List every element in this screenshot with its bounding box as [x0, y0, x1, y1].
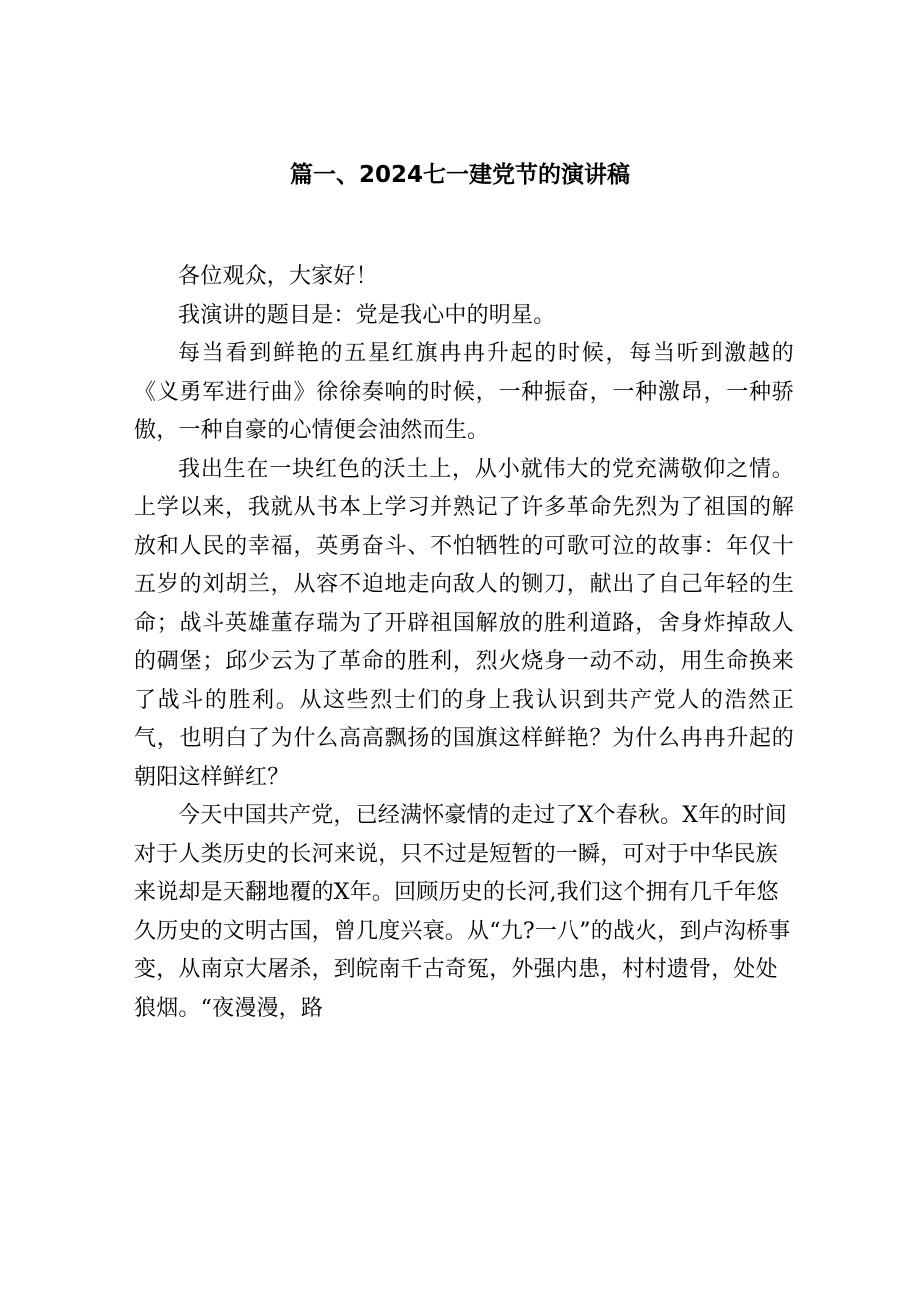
paragraph-heroes: 我出生在一块红色的沃土上，从小就伟大的党充满敬仰之情。上学以来，我就从书本上学习并熟记了许多革命先烈为了祖国的解放和人民的幸福，英勇奋斗、不怕牺牲的可歌可泣的故事：年仅十五岁的刘胡兰，从容不迫地走向敌人的铡刀，献出了自己年轻的生命；战斗英雄董存瑞为了开辟祖国解放的胜利道路，舍身炸掉敌人的碉堡；邱少云为了革命的胜利，烈火烧身一动不动，用生命换来了战斗的胜利。从这些烈士们的身上我认识到共产党人的浩然正气，也明白了为什么高高飘扬的国旗这样鲜艳？为什么冉冉升起的朝阳这样鲜红？	[134, 456, 794, 790]
document-body	[134, 258, 794, 1028]
paragraph-topic: 我演讲的题目是：党是我心中的明星。	[178, 302, 556, 328]
paragraph-flag: 每当看到鲜艳的五星红旗冉冉升起的时候，每当听到激越的《义勇军进行曲》徐徐奏响的时候，一种振奋，一种激昂，一种骄傲，一种自豪的心情便会油然而生。	[134, 341, 794, 443]
paragraph-history: 今天中国共产党，已经满怀豪情的走过了X个春秋。X年的时间对于人类历史的长河来说，只不过是短暂的一瞬，可对于中华民族来说却是天翻地覆的X年。回顾历史的长河,我们这个拥有几千年悠久历史的文明古国，曾几度兴衰。从“九?一八”的战火，到卢沟桥事变，从南京大屠杀，到皖南千古奇冤，外强内患，村村遗骨，处处狼烟。“夜漫漫，路	[134, 803, 791, 1021]
paragraph-greeting: 各位观众，大家好！	[178, 264, 378, 289]
document-title: 篇一、2024七一建党节的演讲稿	[289, 162, 630, 188]
